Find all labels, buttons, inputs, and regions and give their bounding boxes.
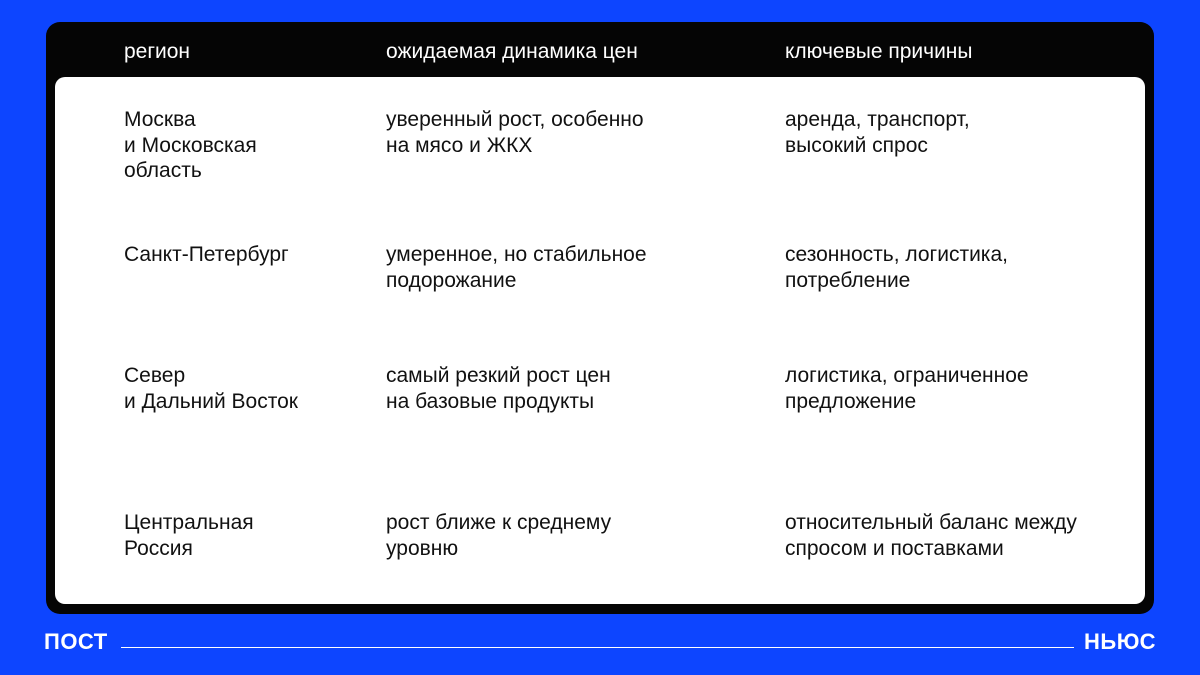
row-3-dynamics: самый резкий рост цен на базовые продукты [386,364,611,413]
header-price-dynamics: ожидаемая динамика цен [386,40,638,63]
row-4-dynamics: рост ближе к среднему уровню [386,511,612,560]
row-3-reasons: логистика, ограниченное предложение [785,364,1029,413]
row-4-region: Центральная Россия [124,511,254,560]
row-2-reasons: сезонность, логистика, потребление [785,243,1008,292]
row-1-dynamics: уверенный рост, особенно на мясо и ЖКХ [386,108,644,157]
table-card [46,22,1154,614]
row-4-reasons: относительный баланс между спросом и поставками [785,511,1077,560]
header-region: регион [124,40,191,63]
footer-divider [121,647,1074,648]
row-2-dynamics: умеренное, но стабильное подорожание [386,243,647,292]
header-key-reasons: ключевые причины [785,40,973,63]
brand-right-text: НЬЮС [1084,629,1156,654]
table-header [46,22,1154,78]
row-2-region: Санкт-Петербург [124,243,289,266]
table-body [55,77,1145,604]
row-3-region: Север и Дальний Восток [124,364,298,413]
row-1-region: Москва и Московская область [124,108,257,182]
brand-left-text: ПОСТ [44,629,108,654]
row-1-reasons: аренда, транспорт, высокий спрос [785,108,970,157]
